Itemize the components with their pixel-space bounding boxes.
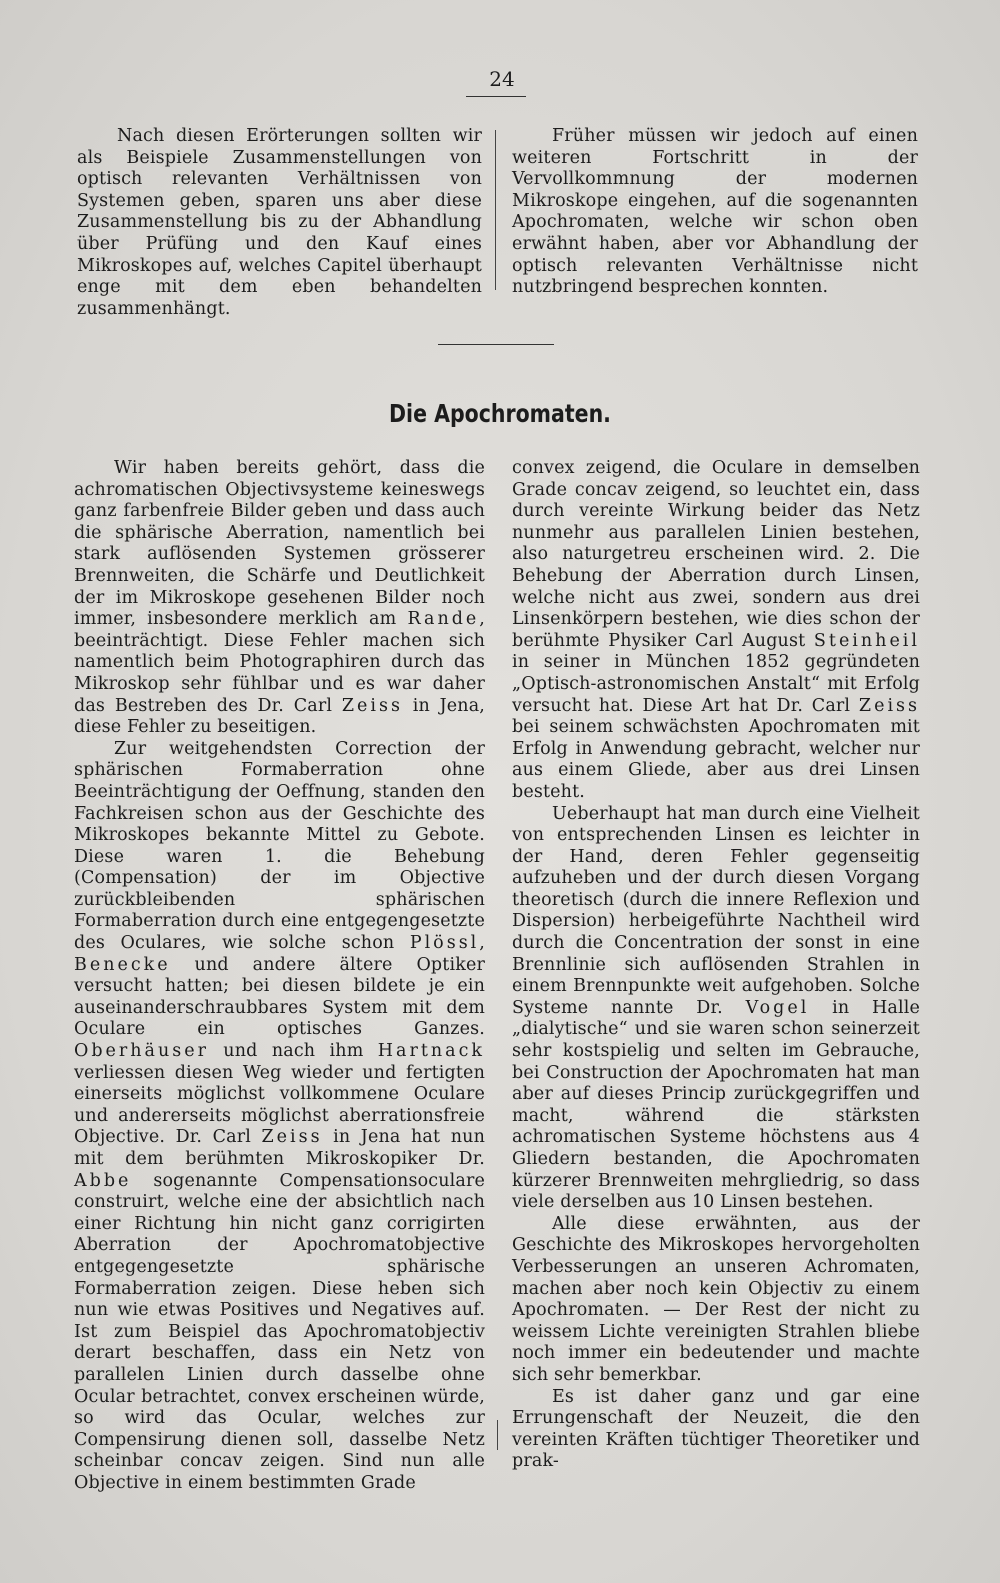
top-left-column bbox=[77, 126, 482, 320]
spaced-name: Abbe bbox=[74, 1170, 132, 1191]
section-title: Die Apochromaten. bbox=[389, 399, 611, 428]
right-paragraph-4: Es ist daher ganz und gar eine Errungenschaft der Neuzeit, die den vereinten Kräften tüchtiger Theoretiker und prak- bbox=[512, 1386, 920, 1472]
spaced-name: Oberhäuser bbox=[74, 1041, 209, 1062]
main-right-column bbox=[512, 458, 920, 1473]
left-paragraph-2: Zur weitgehendsten Correction der sphärischen Formaberration ohne Beeinträchtigung der Oeffnung, standen den Fachkreisen schon aus der Geschichte des Mikroskopes bekannte Mittel zu Gebote. Diese waren 1. die Behebung (Compensation) der im Objective zurückbleibenden sphärischen Formaberration durch eine entgegengesetzte des Oculares, wie solche schon Plössl, Benecke und andere ältere Optiker versucht hatten; bei diesen bildete je ein auseinanderschraubbares System mit dem Oculare ein optisches Ganzes. Oberhäuser und nach ihm Hartnack verliessen diesen Weg wieder und fertigten einerseits möglichst vollkommene Oculare und andererseits möglichst aberrationsfreie Objective. Dr. Carl Zeiss in Jena hat nun mit dem berühmten Mikroskopiker Dr. Abbe sogenannte Compensationsoculare construirt, welche eine der absichtlich nach einer Richtung hin nicht ganz corrigirten Aberration der Apochromatobjective entgegengesetzte sphärische Formaberration zeigen. Diese heben sich nun wie etwas Positives und Negatives auf. Ist zum Beispiel das Apochromatobjectiv derart beschaffen, dass ein Netz von parallelen Linien durch dasselbe ohne Ocular betrachtet, convex erscheinen würde, so wird das Ocular, welches zur Compensirung dienen soll, dasselbe Netz scheinbar concav zeigen. Sind nun alle Objective in einem bestimmten Grade bbox=[74, 738, 485, 1493]
spaced-name: Rande bbox=[407, 609, 480, 630]
left-paragraph-1: Wir haben bereits gehört, dass die achromatischen Objectivsysteme keineswegs ganz farbenfreie Bilder geben und dass auch die sphärische Aberration, namentlich bei stark auflösenden Systemen grösserer Brennweiten, die Schärfe und Deutlichkeit der im Mikroskope gesehenen Bilder noch immer, insbesondere merklich am Rande, beeinträchtigt. Diese Fehler machen sich namentlich beim Photographiren durch das Mikroskop sehr fühlbar und es war daher das Bestreben des Dr. Carl Zeiss in Jena, diese Fehler zu beseitigen. bbox=[74, 458, 486, 738]
spaced-name: Zeiss bbox=[858, 695, 920, 716]
spaced-name: Vogel bbox=[745, 997, 810, 1018]
top-right-paragraph: Früher müssen wir jedoch auf einen weiteren Fortschritt in der Vervollkommnung der modernen Mikroskope eingehen, auf die sogenannten Apochromaten, welche wir schon oben erwähnt haben, aber vor Abhandlung der optisch relevanten Verhältnisse nicht nutzbringend besprechen konnten. bbox=[512, 126, 918, 298]
spaced-name: Plössl bbox=[409, 933, 480, 954]
spaced-name: Benecke bbox=[74, 954, 171, 975]
column-divider-bottom bbox=[497, 1420, 498, 1450]
spaced-name: Zeiss bbox=[341, 695, 403, 716]
page-number: 24 bbox=[489, 67, 515, 91]
spaced-name: Hartnack bbox=[377, 1041, 485, 1062]
section-separator bbox=[438, 344, 554, 345]
spaced-name: Steinheil bbox=[813, 630, 920, 651]
right-paragraph-1: convex zeigend, die Oculare in demselben Grade concav zeigend, so leuchtet ein, dass durch vereinte Wirkung beider das Netz nunmehr aus parallelen Linien bestehen, also naturgetreu erscheinen wird. 2. Die Behebung der Aberration durch Linsen, welche nicht aus zwei, sondern aus drei Linsenkörpern bestehen, wie dies schon der berühmte Physiker Carl August Steinheil in seiner in München 1852 gegründeten „Optisch-astronomischen Anstalt“ mit Erfolg versucht hat. Diese Art hat Dr. Carl Zeiss bei seinem schwächsten Apochromaten mit Erfolg in Anwendung gebracht, welcher nur aus einem Gliede, aber aus drei Linsen besteht. bbox=[512, 458, 920, 802]
main-left-column bbox=[74, 458, 485, 1495]
top-left-paragraph: Nach diesen Erörterungen sollten wir als Beispiele Zusammenstellungen von optisch relevanten Verhältnissen von Systemen geben, sparen uns aber diese Zusammenstellung bis zu der Abhandlung über Prüfüng und den Kauf eines Mikroskopes auf, welches Capitel überhaupt enge mit dem eben behandelten zusammenhängt. bbox=[77, 126, 482, 319]
page-number-rule bbox=[466, 96, 526, 97]
column-divider-top bbox=[495, 130, 496, 290]
right-paragraph-2: Ueberhaupt hat man durch eine Vielheit von entsprechenden Linsen es leichter in der Hand, deren Fehler gegenseitig aufzuheben und der durch diesen Vorgang theoretisch (durch die innere Reflexion und Dispersion) herbeigeführte Nachtheil wird durch die Concentration der sonst in eine Brennlinie sich auflösenden Strahlen in einem Brennpunkte weit aufgehoben. Solche Systeme nannte Dr. Vogel in Halle „dialytische“ und sie waren schon seinerzeit sehr kostspielig und selten im Gebrauche, bei Construction der Apochromaten hat man aber auf dieses Princip zurückgegriffen und macht, während die stärksten achromatischen Systeme höchstens aus 4 Gliedern bestanden, die Apochromaten kürzerer Brennweiten mehrgliedrig, so dass viele derselben aus 10 Linsen bestehen. bbox=[512, 803, 921, 1213]
right-paragraph-3: Alle diese erwähnten, aus der Geschichte des Mikroskopes hervorgeholten Verbesserungen an unseren Achromaten, machen aber noch kein Objectiv zu einem Apochromaten. — Der Rest der nicht zu weissem Lichte vereinigten Strahlen bliebe noch immer ein bedeutender und machte sich sehr bemerkbar. bbox=[512, 1213, 920, 1385]
top-right-column bbox=[512, 126, 918, 299]
spaced-name: Zeiss bbox=[261, 1127, 323, 1148]
